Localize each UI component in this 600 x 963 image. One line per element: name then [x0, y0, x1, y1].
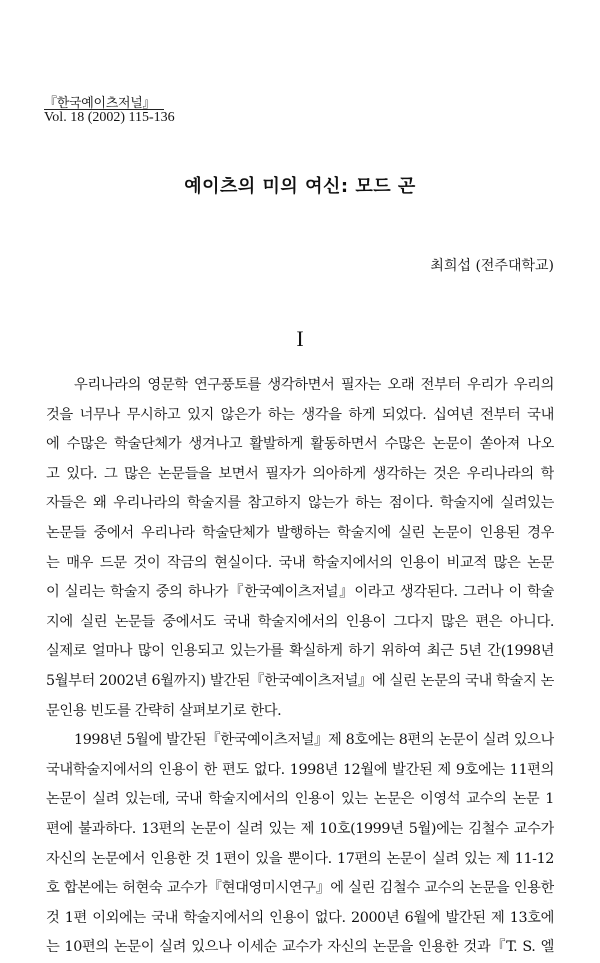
body-line: 것 1편 이외에는 국내 학술지에서의 인용이 없다. 2000년 6월에 발간된 제 13호에	[46, 909, 554, 926]
body-line: 자들은 왜 우리나라의 학술지를 참고하지 않는가 하는 점이다. 학술지에 실려있는	[46, 495, 554, 512]
body-line: 호 합본에는 허현숙 교수가『현대영미시연구』에 실린 김철수 교수의 논문을 인용한	[46, 880, 554, 897]
section-heading: I	[296, 326, 304, 351]
volume-info: Vol. 18 (2002) 115-136	[44, 110, 175, 125]
article-title: 예이츠의 미의 여신: 모드 곤	[184, 176, 416, 197]
body-line: 국내학술지에서의 인용이 한 편도 없다. 1998년 12월에 발간된 제 9호에는 11편의	[46, 761, 554, 778]
body-line: 에 수많은 학술단체가 생겨나고 활발하게 활동하면서 수많은 논문이 쏟아져 나오	[46, 436, 554, 453]
body-line: 는 10편의 논문이 실려 있으나 이세순 교수가 자신의 논문을 인용한 것과『T. S. 엘	[46, 939, 554, 956]
body-line: 이 실리는 학술지 중의 하나가『한국예이츠저널』이라고 생각된다. 그러나 이 학술	[46, 584, 554, 601]
body-line: 편에 불과하다. 13편의 논문이 실려 있는 제 10호(1999년 5월)에는 김철수 교수가	[46, 820, 554, 837]
body-line: 논문들 중에서 우리나라 학술단체가 발행하는 학술지에 실린 논문이 인용된 경우	[46, 524, 554, 541]
author-affiliation: 최희섭 (전주대학교)	[430, 258, 554, 274]
body-line: 실제로 얼마나 많이 인용되고 있는가를 확실하게 하기 위하여 최근 5년 간(1998년	[46, 643, 554, 660]
body-line: 것을 너무나 무시하고 있지 않은가 하는 생각을 하게 되었다. 십여년 전부터 국내	[46, 406, 554, 423]
body-line: 는 매우 드문 것이 작금의 현실이다. 국내 학술지에서의 인용이 비교적 많은 논문	[46, 554, 554, 571]
body-line: 지에 실린 논문들 중에서도 국내 학술지에서의 인용이 그다지 많은 편은 아니다.	[46, 613, 554, 630]
body-line: 논문이 실려 있는데, 국내 학술지에서의 인용이 있는 논문은 이영석 교수의 논문 1	[46, 791, 554, 808]
body-text	[46, 371, 554, 963]
body-line: 문인용 빈도를 간략히 살펴보기로 한다.	[46, 702, 282, 719]
body-line: 우리나라의 영문학 연구풍토를 생각하면서 필자는 오래 전부터 우리가 우리의	[74, 377, 554, 393]
body-line: 자신의 논문에서 인용한 것 1편이 있을 뿐이다. 17편의 논문이 실려 있는 제 11-12	[46, 850, 554, 867]
body-line: 1998년 5월에 발간된『한국예이츠저널』제 8호에는 8편의 논문이 실려 있으나	[74, 732, 554, 749]
body-line: 5월부터 2002년 6월까지) 발간된『한국예이츠저널』에 실린 논문의 국내 학술지 논	[46, 672, 554, 689]
body-line: 고 있다. 그 많은 논문들을 보면서 필자가 의아하게 생각하는 것은 우리나라의 학	[46, 465, 554, 482]
journal-name: 『한국예이츠저널』	[44, 96, 156, 111]
